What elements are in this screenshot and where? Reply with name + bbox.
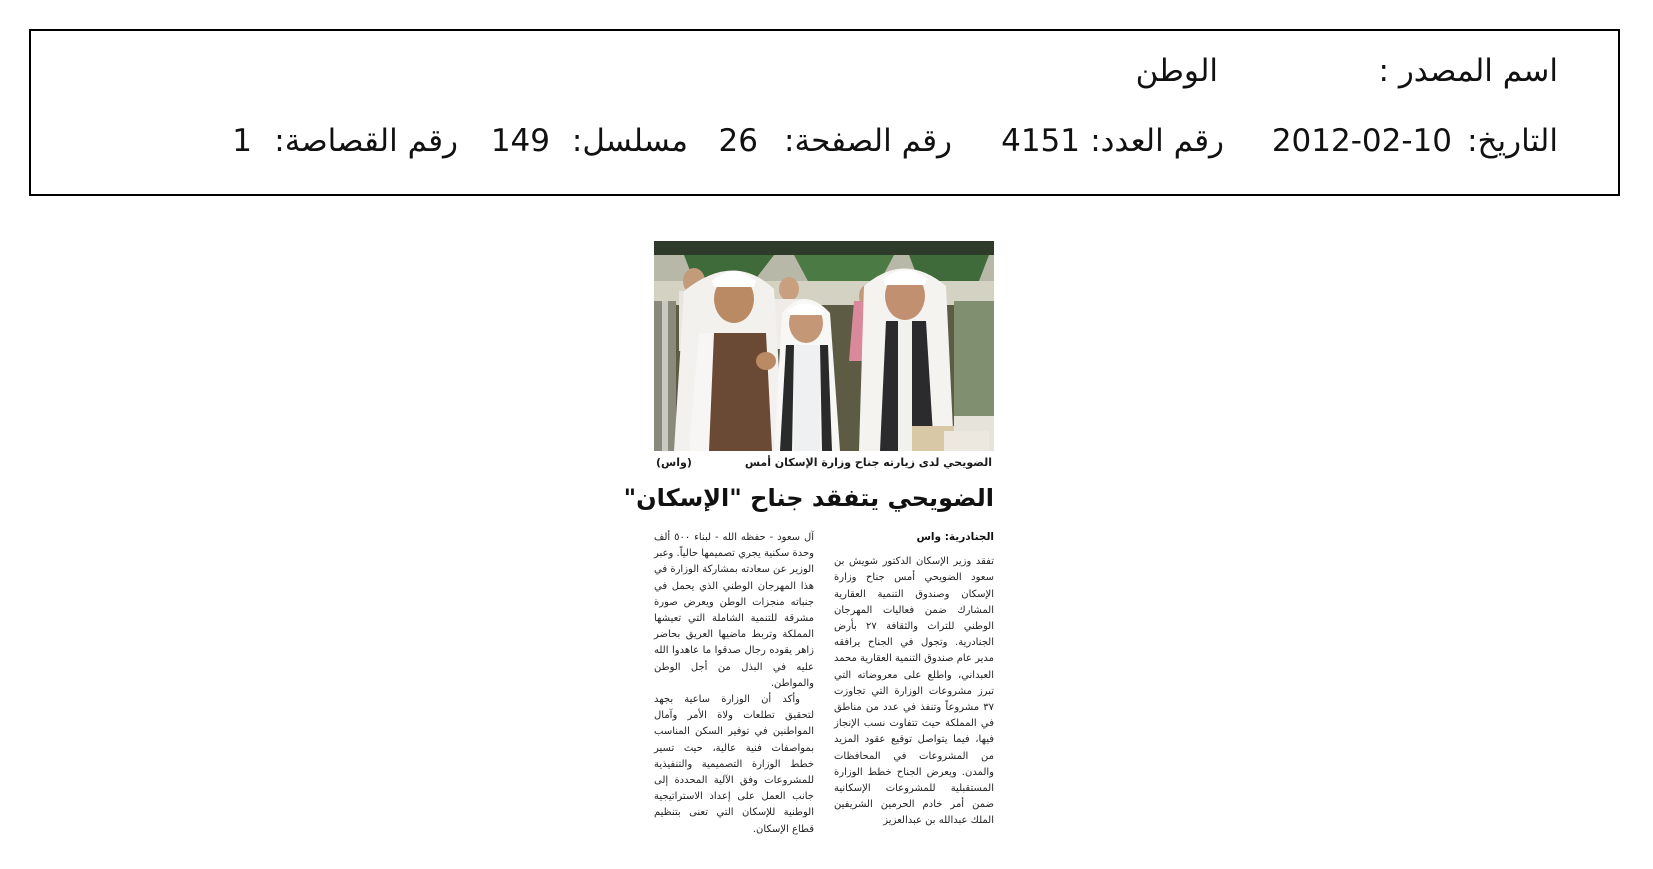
article-column-right (834, 529, 994, 830)
article-photo (654, 241, 994, 451)
page-label: رقم الصفحة: (784, 123, 952, 159)
article-paragraph: تفقد وزير الإسكان الدكتور شويش بن سعود الضويحي أمس جناح وزارة الإسكان وصندوق التنمية العقارية المشارك ضمن فعاليات المهرجان الوطني للتراث والثقافة ٢٧ بأرض الجنادرية. وتجول في الجناح يرافقه مدير عام صندوق التنمية العقارية محمد العبداني، واطلع على معروضاته التي تبرز مشروعات الوزارة التي تجاوزت ٣٧ مشروعاً وتنفذ في عدد من مناطق في المملكة حيث تتفاوت نسب الإنجاز فيها، فيما يتواصل توقيع عقود المزيد من المشروعات في المحافظات والمدن. ويعرض الجناح خطط الوزارة المستقبلية للمشروعات الإسكانية ضمن أمر خادم الحرمين الشريفين الملك عبدالله بن عبدالعزيز (834, 556, 994, 827)
newspaper-clipping (623, 241, 994, 837)
page-value: 26 (718, 123, 758, 159)
photo-credit: (واس) (656, 456, 692, 469)
article-column-left (654, 530, 814, 838)
article-paragraph: وأكد أن الوزارة ساعية بجهد لتحقيق تطلعات ولاة الأمر وآمال المواطنين في توفير السكن المناسب بمواصفات فنية عالية، حيث تسير خطط الوزارة التصميمية والتنفيذية للمشروعات وفق الآلية المحددة إلى جانب العمل على إعداد الاستراتيجية الوطنية للإسكان التي تعنى بتنظيم قطاع الإسكان. (654, 694, 814, 835)
photo-caption: الضويحي لدى زيارته جناح وزارة الإسكان أمس (744, 456, 992, 469)
clip-label: رقم القصاصة: (274, 123, 458, 159)
metadata-box (29, 29, 1620, 196)
clip-value: 1 (232, 123, 252, 159)
serial-value: 149 (490, 123, 550, 159)
source-value: الوطن (1135, 53, 1218, 89)
article-dateline: الجنادرية: واس (916, 531, 994, 543)
article-paragraph: آل سعود - حفظه الله - لبناء ٥٠٠ ألف وحدة سكنية يجري تصميمها حالياً. وعبر الوزير عن سعادته بمشاركة الوزارة في هذا المهرجان الوطني الذي يحمل في جنباته منجزات الوطن ويعرض صورة مشرقة للتنمية الشاملة التي تعيشها المملكة وتربط ماضيها العريق بحاضر زاهر يقوده رجال صدقوا ما عاهدوا الله عليه في البذل من أجل الوطن والمواطن. (654, 532, 815, 689)
date-label: التاريخ: (1467, 123, 1558, 159)
article-headline: الضويحي يتفقد جناح "الإسكان" (623, 484, 994, 512)
issue-label: رقم العدد: (1090, 123, 1224, 159)
photo-caption-line (654, 456, 994, 474)
source-label: اسم المصدر : (1378, 53, 1558, 89)
issue-value: 4151 (1001, 123, 1080, 159)
date-value: 2012-02-10 (1271, 123, 1452, 159)
serial-label: مسلسل: (571, 123, 688, 159)
